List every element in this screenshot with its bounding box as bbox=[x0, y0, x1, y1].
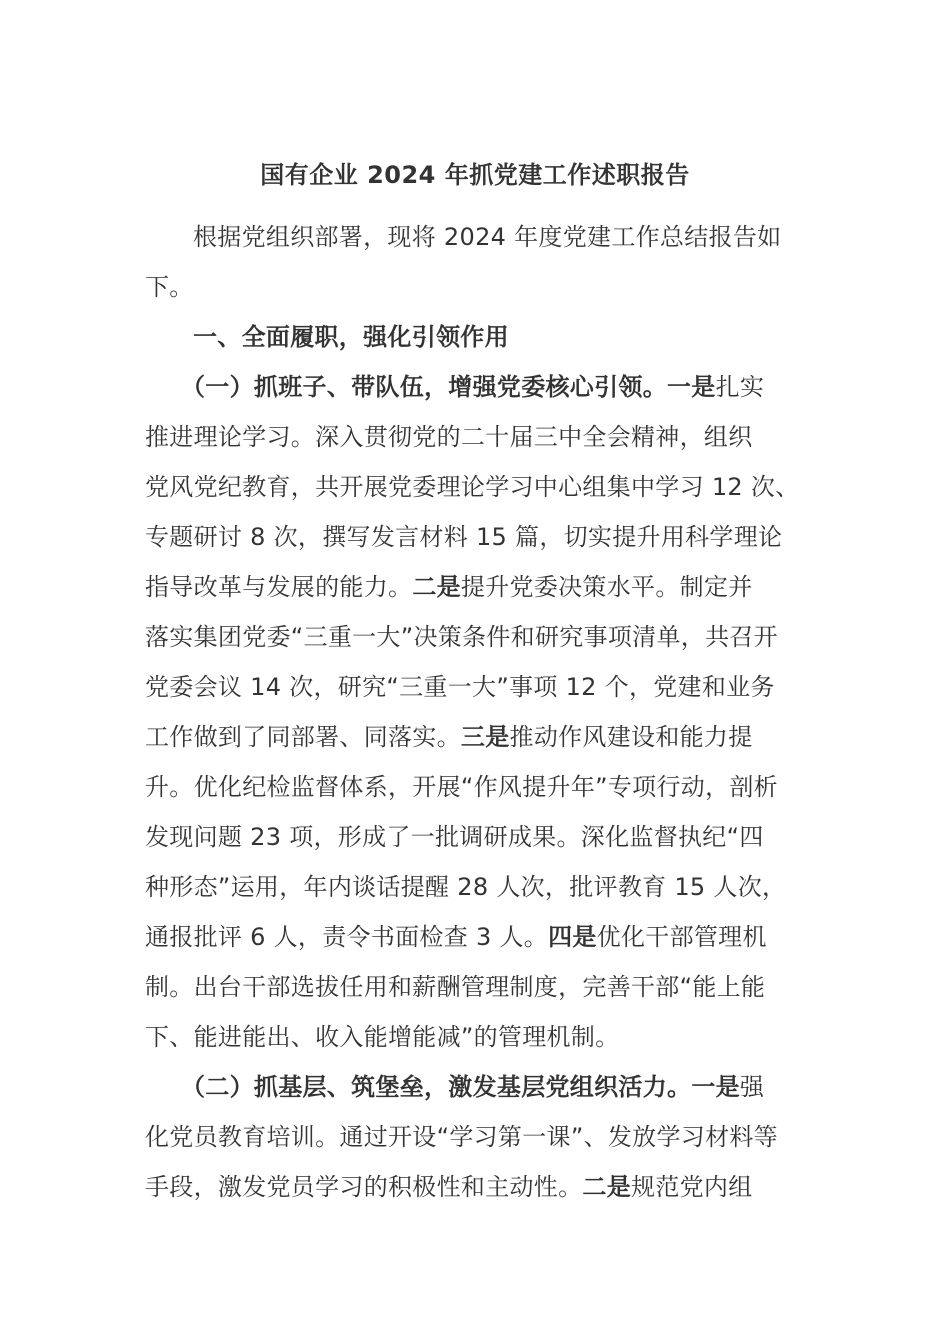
paragraph-two-line-2: 化党员教育培训。通过开设“学习第一课”、发放学习材料等 bbox=[145, 1123, 778, 1151]
paragraph-two-line-3-a: 手段，激发党员学习的积极性和主动性。 bbox=[145, 1173, 583, 1201]
paragraph-one-line-6: 落实集团党委“三重一大”决策条件和研究事项清单，共召开 bbox=[145, 623, 778, 651]
paragraph-one bbox=[145, 362, 810, 1062]
intro-line-2: 下。 bbox=[145, 273, 194, 301]
paragraph-one-line-14: 下、能进能出、收入能增能减”的管理机制。 bbox=[145, 1023, 620, 1051]
paragraph-one-line-1 bbox=[145, 362, 810, 412]
paragraph-one-line-13: 制。出台干部选拔任用和薪酬管理制度，完善干部“能上能 bbox=[145, 973, 766, 1001]
paragraph-one-marker-2: 二是 bbox=[412, 573, 461, 601]
paragraph-one-lead: （一）抓班子、带队伍，增强党委核心引领。 bbox=[181, 373, 667, 401]
paragraph-two-line-1-rest: 强 bbox=[739, 1073, 765, 1101]
paragraph-one-line-12-b: 优化干部管理机 bbox=[596, 923, 767, 951]
paragraph-one-marker-3: 三是 bbox=[460, 723, 510, 751]
paragraph-one-marker-1: 一是 bbox=[667, 373, 716, 401]
paragraph-one-line-9: 升。优化纪检监督体系，开展“作风提升年”专项行动，剖析 bbox=[145, 773, 778, 801]
paragraph-one-line-11: 种形态”运用，年内谈话提醒 28 人次，批评教育 15 人次， bbox=[145, 873, 787, 901]
paragraph-one-line-1-rest: 扎实 bbox=[715, 373, 765, 401]
paragraph-one-marker-4: 四是 bbox=[548, 923, 597, 951]
paragraph-one-line-3: 党风党纪教育，共开展党委理论学习中心组集中学习 12 次、 bbox=[145, 473, 800, 501]
paragraph-one-line-10: 发现问题 23 项，形成了一批调研成果。深化监督执纪“四 bbox=[145, 823, 764, 851]
paragraph-two-lead: （二）抓基层、筑堡垒，激发基层党组织活力。 bbox=[181, 1073, 692, 1101]
paragraph-one-line-7: 党委会议 14 次，研究“三重一大”事项 12 个，党建和业务 bbox=[145, 673, 775, 701]
paragraph-two-line-1 bbox=[145, 1062, 810, 1112]
paragraph-one-line-8-b: 推动作风建设和能力提 bbox=[509, 723, 753, 751]
paragraph-two-marker-2: 二是 bbox=[582, 1173, 632, 1201]
paragraph-one-line-8 bbox=[145, 712, 810, 762]
section-heading-one bbox=[145, 312, 810, 362]
paragraph-one-line-4: 专题研讨 8 次，撰写发言材料 15 篇，切实提升用科学理论 bbox=[145, 523, 783, 551]
section-heading-text: 一、全面履职，强化引领作用 bbox=[193, 323, 509, 351]
paragraph-one-line-5-a: 指导改革与发展的能力。 bbox=[145, 573, 413, 601]
paragraph-two-line-3-b: 规范党内组 bbox=[631, 1173, 753, 1201]
intro-paragraph bbox=[145, 212, 810, 312]
paragraph-one-line-12-a: 通报批评 6 人，责令书面检查 3 人。 bbox=[145, 923, 549, 951]
paragraph-one-line-8-a: 工作做到了同部署、同落实。 bbox=[145, 723, 461, 751]
paragraph-one-line-12 bbox=[145, 912, 810, 962]
paragraph-one-line-2: 推进理论学习。深入贯彻党的二十届三中全会精神，组织 bbox=[145, 423, 753, 451]
document-title: 国有企业 2024 年抓党建工作述职报告 bbox=[260, 161, 690, 189]
paragraph-one-line-5 bbox=[145, 562, 810, 612]
paragraph-two-line-3 bbox=[145, 1162, 810, 1212]
paragraph-one-line-5-b: 提升党委决策水平。制定并 bbox=[460, 573, 753, 601]
paragraph-two-marker-1: 一是 bbox=[691, 1073, 740, 1101]
paragraph-two bbox=[145, 1062, 810, 1212]
intro-line-1: 根据党组织部署，现将 2024 年度党建工作总结报告如 bbox=[193, 223, 782, 251]
